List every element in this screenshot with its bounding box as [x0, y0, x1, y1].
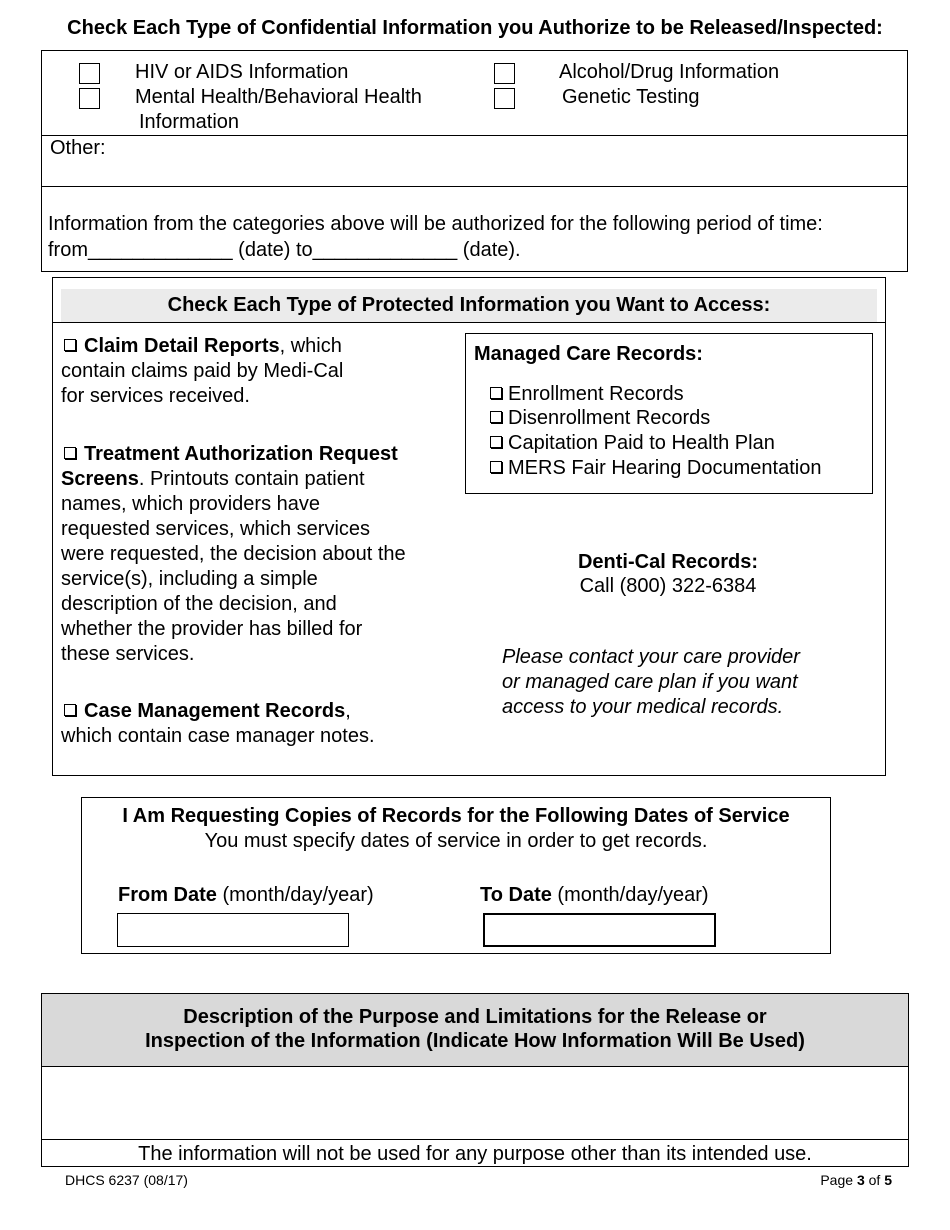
- tar-desc-line: . Printouts contain patient: [138, 468, 365, 490]
- mental-health-checkbox[interactable]: [79, 88, 100, 109]
- managed-care-title: Managed Care Records:: [474, 343, 703, 365]
- dates-heading: I Am Requesting Copies of Records for the Following Dates of Service: [122, 805, 790, 827]
- capitation-label: Capitation Paid to Health Plan: [508, 432, 775, 454]
- period-dates[interactable]: from_____________ (date) to_____________ (date).: [48, 239, 521, 261]
- tar-desc-line: description of the decision, and: [61, 593, 337, 615]
- from-date-input[interactable]: [117, 913, 349, 947]
- managed-care-item[interactable]: [490, 431, 775, 456]
- tar-checkbox[interactable]: [64, 447, 76, 459]
- purpose-input[interactable]: [42, 1067, 908, 1139]
- alcohol-drug-label: Alcohol/Drug Information: [559, 61, 780, 83]
- case-mgmt-text: ,: [345, 700, 351, 722]
- page-current: 3: [856, 1172, 865, 1188]
- note-text: access to your medical records.: [502, 696, 784, 718]
- to-date-title: To Date: [480, 884, 552, 906]
- divider: [41, 135, 908, 136]
- managed-care-item[interactable]: [490, 456, 821, 481]
- denti-cal-phone: Call (800) 322-6384: [579, 575, 757, 597]
- confidential-heading: Check Each Type of Confidential Information you Authorize to be Released/Inspected:: [67, 17, 883, 39]
- case-mgmt-desc: which contain case manager notes.: [61, 725, 375, 747]
- claim-detail-checkbox[interactable]: [64, 339, 76, 351]
- other-label: Other:: [50, 137, 106, 159]
- tar-title-cont: Screens: [61, 468, 139, 490]
- claim-detail-option[interactable]: [64, 334, 342, 359]
- to-date-hint: (month/day/year): [551, 884, 709, 906]
- other-input[interactable]: [115, 138, 895, 182]
- page-of: of: [864, 1172, 885, 1188]
- tar-desc: [61, 467, 365, 492]
- hiv-checkbox[interactable]: [79, 63, 100, 84]
- divider: [41, 1139, 909, 1140]
- tar-option[interactable]: [64, 442, 398, 467]
- denti-cal-title: Denti-Cal Records:: [577, 551, 759, 573]
- tar-desc-line: requested services, which services: [61, 518, 371, 540]
- mental-health-label-cont: Information: [139, 111, 240, 133]
- to-date-label: [480, 883, 709, 908]
- checkbox[interactable]: [490, 387, 502, 399]
- page-total: 5: [884, 1172, 892, 1188]
- checkbox[interactable]: [490, 461, 502, 473]
- period-text: Information from the categories above will be authorized for the following period of time:: [48, 213, 823, 235]
- page-number: [820, 1172, 892, 1188]
- from-date-label: [118, 883, 374, 908]
- mers-label: MERS Fair Hearing Documentation: [508, 457, 822, 479]
- tar-desc-line: names, which providers have: [61, 493, 321, 515]
- case-mgmt-option[interactable]: [64, 699, 351, 724]
- to-date-input[interactable]: [483, 913, 716, 947]
- claim-detail-text: , which: [279, 335, 342, 357]
- dates-subheading: You must specify dates of service in order to get records.: [204, 830, 708, 852]
- mental-health-label: Mental Health/Behavioral Health: [135, 86, 422, 108]
- tar-desc-line: whether the provider has billed for: [61, 618, 363, 640]
- disenrollment-label: Disenrollment Records: [508, 407, 711, 429]
- from-date-title: From Date: [118, 884, 217, 906]
- from-date-hint: (month/day/year): [216, 884, 374, 906]
- genetic-testing-label: Genetic Testing: [562, 86, 700, 108]
- checkbox[interactable]: [490, 411, 502, 423]
- protected-heading: Check Each Type of Protected Information you Want to Access:: [61, 289, 877, 322]
- page-prefix: Page: [820, 1172, 857, 1188]
- tar-desc-line: were requested, the decision about the: [61, 543, 406, 565]
- tar-title: Treatment Authorization Request: [84, 443, 398, 465]
- alcohol-drug-checkbox[interactable]: [494, 63, 515, 84]
- note-text: Please contact your care provider: [502, 646, 800, 668]
- purpose-heading: Inspection of the Information (Indicate How Information Will Be Used): [145, 1030, 805, 1052]
- divider: [52, 322, 886, 323]
- case-mgmt-checkbox[interactable]: [64, 704, 76, 716]
- claim-detail-desc: for services received.: [61, 385, 250, 407]
- purpose-heading: Description of the Purpose and Limitations for the Release or: [183, 1006, 767, 1028]
- checkbox[interactable]: [490, 436, 502, 448]
- case-mgmt-title: Case Management Records: [84, 700, 346, 722]
- enrollment-label: Enrollment Records: [508, 383, 684, 405]
- claim-detail-desc: contain claims paid by Medi-Cal: [61, 360, 344, 382]
- claim-detail-title: Claim Detail Reports: [84, 335, 280, 357]
- genetic-testing-checkbox[interactable]: [494, 88, 515, 109]
- managed-care-item[interactable]: [490, 406, 710, 431]
- note-text: or managed care plan if you want: [502, 671, 798, 693]
- purpose-statement: The information will not be used for any purpose other than its intended use.: [138, 1143, 812, 1165]
- tar-desc-line: these services.: [61, 643, 195, 665]
- hiv-label: HIV or AIDS Information: [135, 61, 349, 83]
- managed-care-item[interactable]: [490, 382, 684, 407]
- tar-desc-line: service(s), including a simple: [61, 568, 318, 590]
- form-id: DHCS 6237 (08/17): [65, 1172, 188, 1188]
